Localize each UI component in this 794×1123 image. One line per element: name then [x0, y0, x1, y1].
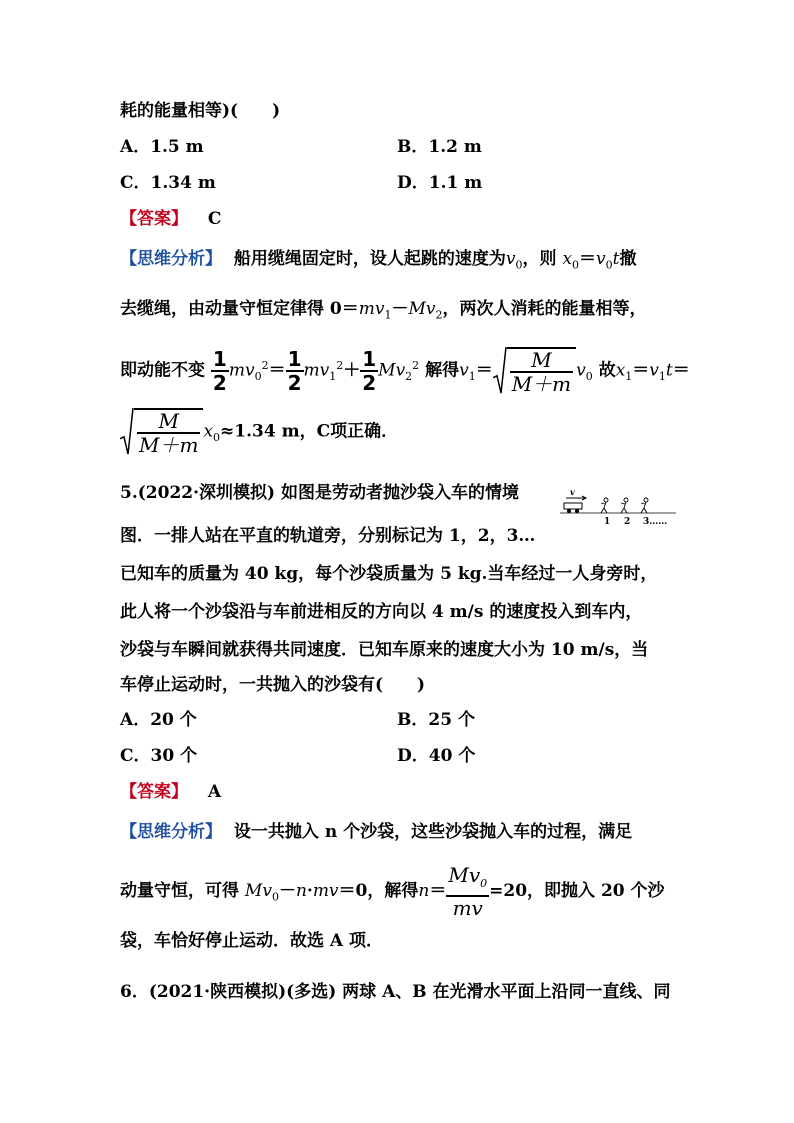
analysis-line: $\frac{M}{M+m}$ $x_0\approx 1.34$ m，C项正确．: [120, 408, 398, 460]
analysis-text: 故: [598, 360, 616, 381]
option-c: C．1.34 m: [120, 173, 216, 193]
question-5-line: 此人将一个沙袋沿与车前进相反的方向以 4 m/s 的速度投入到车内，: [120, 602, 643, 622]
question-text-line: 耗的能量相等)( ): [120, 101, 281, 121]
answer-line: [120, 781, 221, 803]
analysis-text: ，两次人消耗的能量相等，: [442, 299, 647, 319]
question-5-line: 沙袋与车瞬间就获得共同速度．已知车原来的速度大小为 10 m/s，当: [120, 640, 649, 660]
person-icon: [601, 498, 608, 513]
question-5-line: 已知车的质量为 40 kg，每个沙袋质量为 5 kg.当车经过一人身旁时，: [120, 564, 658, 584]
option-c: C．30 个: [120, 746, 198, 766]
option-d: D．1.1 m: [397, 173, 483, 193]
person-number: 3……: [643, 517, 668, 526]
option-b: B．25 个: [397, 710, 475, 730]
person-number: 1: [604, 517, 611, 526]
sqrt-expression: $\frac{M}{M+m}$: [493, 347, 576, 395]
analysis-text: 动量守恒，可得: [120, 881, 239, 901]
fraction-half: $\frac{1}{2}$: [287, 347, 302, 396]
option-d: D．40 个: [397, 746, 476, 766]
fraction-half: $\frac{1}{2}$: [212, 347, 227, 396]
analysis-text: ≈1.34 m，C项正确．: [220, 421, 399, 442]
question-5-line: 图．一排人站在平直的轨道旁，分别标记为 1，2，3…: [120, 526, 536, 546]
analysis-tag: 【思维分析】: [120, 249, 222, 269]
analysis-text: =20，即抛入 20 个沙: [489, 881, 665, 901]
analysis-text: 解得: [425, 360, 460, 381]
analysis-tag: 【思维分析】: [120, 822, 222, 842]
answer-value: A: [207, 782, 222, 802]
option-a: A．20 个: [120, 710, 197, 730]
answer-value: C: [207, 209, 222, 229]
fraction-expression: $\frac{Mv_0}{mv}$: [448, 863, 488, 920]
fraction-half: $\frac{1}{2}$: [362, 347, 377, 396]
cart-icon: [564, 503, 582, 509]
question-5-line: 车停止运动时，一共抛入的沙袋有( ): [120, 675, 426, 695]
person-icon: [621, 498, 628, 513]
option-b: B．1.2 m: [397, 137, 482, 157]
analysis-line: 去缆绳，由动量守恒定律得 $0=mv_1-Mv_2$，两次人消耗的能量相等，: [120, 299, 647, 322]
answer-tag: 【答案】: [120, 782, 188, 802]
analysis-text: 船用缆绳固定时，设人起跳的速度为: [233, 249, 506, 269]
person-number: 2: [624, 517, 631, 526]
analysis-text: ，解得: [367, 881, 419, 901]
analysis-text: 即动能不变: [120, 360, 205, 381]
person-icon: [641, 498, 648, 513]
analysis-line: 袋，车恰好停止运动．故选 A 项．: [120, 931, 384, 951]
formula: v: [505, 249, 516, 269]
analysis-text: 设一共抛入 n 个沙袋，这些沙袋抛入车的过程，满足: [233, 822, 633, 842]
sqrt-expression: $\frac{M}{M+m}$: [120, 408, 203, 456]
velocity-label: v: [570, 487, 575, 497]
analysis-text: 去缆绳，由动量守恒定律得: [120, 299, 324, 319]
answer-tag: 【答案】: [120, 209, 188, 229]
analysis-text: 撤: [619, 249, 637, 269]
answer-line: [120, 208, 221, 230]
analysis-line: 即动能不变 $\frac{1}{2}$ $mv_0^2=$ $\frac{1}{2}$ $mv_1^2+$ $\frac{1}{2}$ $Mv_2^2$ 解得$v_1=$ $\frac{M}{M+m}$ $v_0$ 故$x_1=v_1t=$: [120, 347, 690, 397]
cart-figure: [560, 486, 676, 526]
question-5-line: 5.(2022·深圳模拟) 如图是劳动者抛沙袋入车的情境: [120, 483, 519, 503]
analysis-line: [120, 821, 632, 843]
question-6-line: 6．(2021·陕西模拟)(多选) 两球 A、B 在光滑水平面上沿同一直线、同: [120, 982, 671, 1002]
analysis-line: 动量守恒，可得 $Mv_0-n\cdot mv=0$，解得n＝ $\frac{Mv_0}{mv}$ =20，即抛入 20 个沙: [120, 863, 665, 920]
option-a: A．1.5 m: [120, 137, 204, 157]
analysis-line: 【思维分析】 船用缆绳固定时，设人起跳的速度为$v_0$，则 $x_0=v_0t$撤: [120, 249, 637, 272]
